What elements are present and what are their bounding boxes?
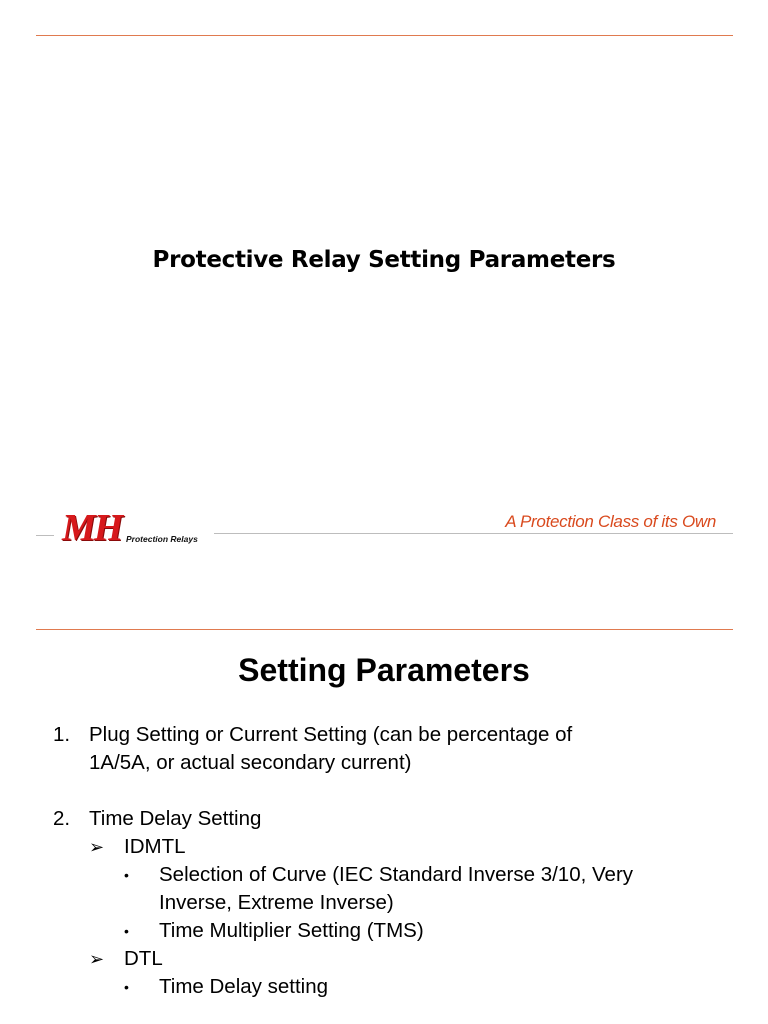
bullet-line: Time Multiplier Setting (TMS) bbox=[159, 919, 424, 942]
slide-title: Protective Relay Setting Parameters bbox=[152, 247, 616, 273]
bullet-icon: • bbox=[124, 979, 129, 995]
list-number: 2. bbox=[53, 807, 71, 830]
sub-item-label: DTL bbox=[124, 947, 163, 970]
top-rule bbox=[36, 35, 733, 36]
content-slide bbox=[0, 580, 768, 1024]
top-rule bbox=[36, 629, 733, 630]
list-number: 1. bbox=[53, 723, 71, 746]
bullet-line: Selection of Curve (IEC Standard Inverse 3/10, Very bbox=[159, 863, 634, 886]
footer-divider-left bbox=[36, 535, 54, 536]
list-item-line: Time Delay Setting bbox=[89, 807, 262, 830]
arrow-bullet-icon: ➢ bbox=[89, 949, 105, 969]
slide-title: Setting Parameters bbox=[238, 652, 530, 688]
list-item-line: Plug Setting or Current Setting (can be percentage of bbox=[89, 723, 573, 746]
bullet-icon: • bbox=[124, 923, 129, 939]
list-item-line: 1A/5A, or actual secondary current) bbox=[89, 751, 412, 774]
footer-divider bbox=[214, 533, 733, 534]
arrow-bullet-icon: ➢ bbox=[89, 837, 105, 857]
tagline: A Protection Class of its Own bbox=[505, 512, 716, 531]
company-logo bbox=[62, 508, 202, 548]
logo-subtext: Protection Relays bbox=[126, 534, 198, 544]
bullet-icon: • bbox=[124, 867, 129, 883]
sub-item-label: IDMTL bbox=[124, 835, 186, 858]
logo-mark: MH bbox=[62, 507, 122, 549]
bullet-line: Time Delay setting bbox=[159, 975, 328, 998]
bullet-line: Inverse, Extreme Inverse) bbox=[159, 891, 394, 914]
